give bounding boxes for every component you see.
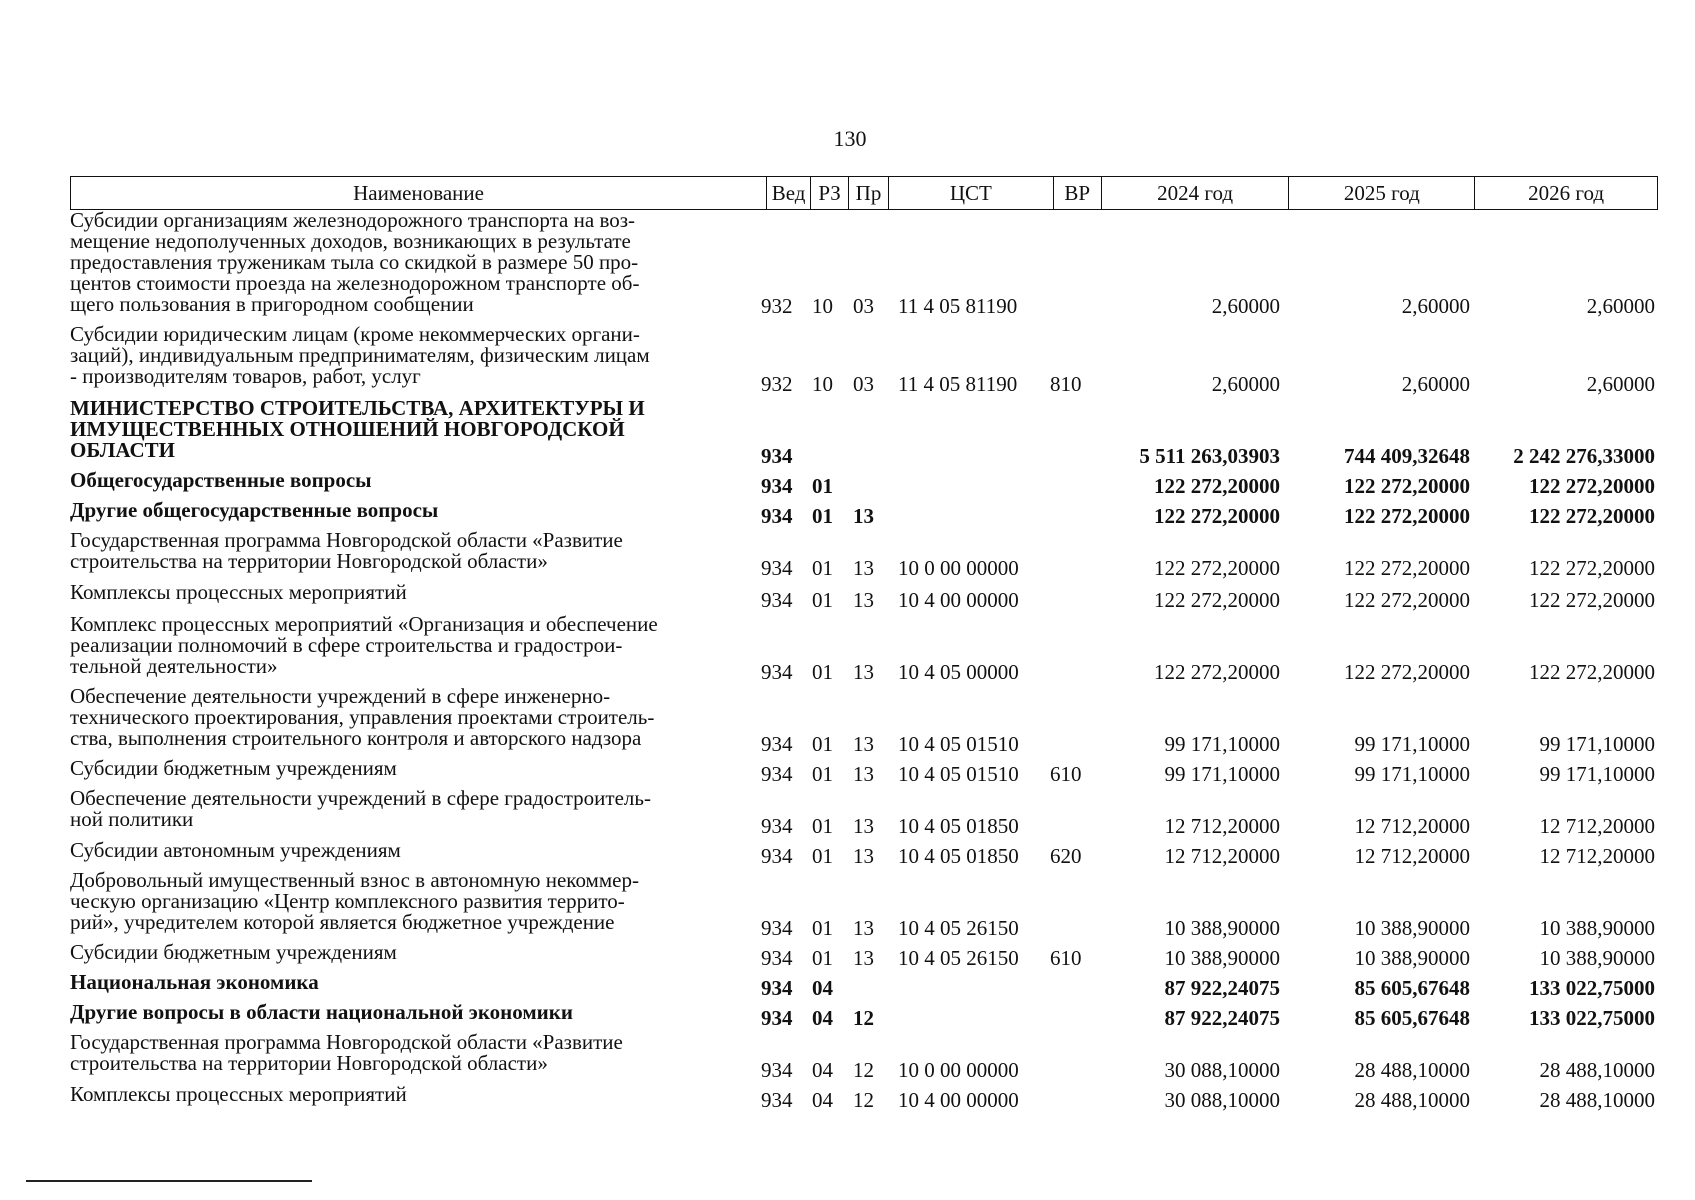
cell-y2026: 2 242 276,33000 [1513, 444, 1655, 468]
table-row [0, 470, 1695, 498]
row-name-line: ной политики [70, 807, 194, 831]
row-name-line: Субсидии организациям железнодорожного транспорта на воз- [70, 208, 636, 232]
cell-ved: 934 [761, 844, 793, 868]
cell-y2026: 2,60000 [1586, 372, 1655, 396]
cell-rz: 10 [812, 372, 833, 396]
table-row [0, 686, 1695, 756]
cell-y2026: 12 712,20000 [1539, 814, 1655, 838]
row-name-line: мещение недополученных доходов, возникающих в результате [70, 229, 631, 253]
cell-y2024: 12 712,20000 [1164, 844, 1280, 868]
row-name [70, 500, 760, 521]
cell-cst: 10 0 00 00000 [898, 556, 1019, 580]
cell-rz: 01 [812, 732, 833, 756]
cell-rz: 04 [812, 1006, 833, 1030]
row-name [70, 398, 760, 461]
row-name-line: Добровольный имущественный взнос в автономную некоммер- [70, 868, 639, 892]
cell-pr: 13 [853, 762, 874, 786]
cell-ved: 932 [761, 294, 793, 318]
cell-y2026: 122 272,20000 [1529, 588, 1655, 612]
cell-y2026: 133 022,75000 [1529, 976, 1655, 1000]
table-row [0, 1032, 1695, 1082]
cell-pr: 03 [853, 372, 874, 396]
cell-ved: 934 [761, 660, 793, 684]
row-name-line: рий», учредителем которой является бюджетное учреждение [70, 910, 615, 934]
row-name-line: Обеспечение деятельности учреждений в сфере инженерно- [70, 684, 611, 708]
cell-y2025: 99 171,10000 [1354, 762, 1470, 786]
row-name-line: щего пользования в пригородном сообщении [70, 292, 474, 316]
row-name-line: Субсидии юридическим лицам (кроме некоммерческих органи- [70, 322, 640, 346]
cell-y2026: 122 272,20000 [1529, 660, 1655, 684]
header-rz: РЗ [811, 177, 849, 209]
cell-rz: 01 [812, 844, 833, 868]
cell-y2025: 85 605,67648 [1354, 1006, 1470, 1030]
cell-pr: 13 [853, 916, 874, 940]
cell-y2026: 122 272,20000 [1529, 474, 1655, 498]
cell-cst: 10 4 05 00000 [898, 660, 1019, 684]
row-name [70, 324, 760, 387]
cell-y2025: 10 388,90000 [1354, 916, 1470, 940]
cell-pr: 13 [853, 844, 874, 868]
table-row [0, 582, 1695, 612]
cell-y2026: 99 171,10000 [1539, 762, 1655, 786]
cell-ved: 934 [761, 916, 793, 940]
header-2026: 2026 год [1528, 180, 1605, 205]
cell-y2025: 12 712,20000 [1354, 814, 1470, 838]
cell-rz: 01 [812, 916, 833, 940]
cell-y2024: 122 272,20000 [1154, 588, 1280, 612]
cell-pr: 13 [853, 660, 874, 684]
row-name [70, 686, 760, 749]
row-name-line: тельной деятельности» [70, 654, 278, 678]
header-name: Наименование [71, 177, 767, 209]
cell-pr: 13 [853, 588, 874, 612]
header-ved: Вед [767, 177, 811, 209]
cell-vr: 620 [1050, 844, 1082, 868]
cell-y2026: 12 712,20000 [1539, 844, 1655, 868]
cell-y2025: 744 409,32648 [1344, 444, 1470, 468]
cell-ved: 934 [761, 1006, 793, 1030]
row-name [70, 530, 760, 572]
row-name-line: строительства на территории Новгородской области» [70, 1051, 548, 1075]
cell-pr: 13 [853, 814, 874, 838]
row-name-line: ОБЛАСТИ [70, 438, 175, 462]
header-2025: 2025 год [1289, 177, 1475, 209]
row-name-line: строительства на территории Новгородской области» [70, 549, 548, 573]
cell-y2024: 122 272,20000 [1154, 660, 1280, 684]
table-row [0, 758, 1695, 786]
footer-rule [26, 1180, 312, 1182]
cell-pr: 13 [853, 946, 874, 970]
cell-y2025: 12 712,20000 [1354, 844, 1470, 868]
cell-vr: 810 [1050, 372, 1082, 396]
row-name-line: Государственная программа Новгородской области «Развитие [70, 528, 623, 552]
cell-ved: 934 [761, 556, 793, 580]
header-2024: 2024 год [1102, 177, 1290, 209]
cell-ved: 934 [761, 762, 793, 786]
cell-y2024: 99 171,10000 [1164, 732, 1280, 756]
table-row [0, 210, 1695, 318]
row-name-line: центов стоимости проезда на железнодорожном транспорте об- [70, 271, 640, 295]
cell-y2024: 10 388,90000 [1164, 946, 1280, 970]
row-name-line: Комплексы процессных мероприятий [70, 580, 407, 604]
cell-y2026: 122 272,20000 [1529, 556, 1655, 580]
row-name-line: Комплексы процессных мероприятий [70, 1082, 407, 1106]
cell-y2025: 99 171,10000 [1354, 732, 1470, 756]
cell-ved: 934 [761, 474, 793, 498]
cell-vr: 610 [1050, 946, 1082, 970]
cell-cst: 10 4 05 26150 [898, 946, 1019, 970]
cell-rz: 10 [812, 294, 833, 318]
cell-cst: 11 4 05 81190 [898, 294, 1018, 318]
table-row [0, 398, 1695, 468]
table-row [0, 1002, 1695, 1030]
table-row [0, 840, 1695, 868]
cell-y2024: 87 922,24075 [1164, 1006, 1280, 1030]
header-cst: ЦСТ [889, 177, 1054, 209]
row-name [70, 1084, 760, 1105]
cell-pr: 13 [853, 504, 874, 528]
table-header [70, 176, 1658, 210]
row-name-line: реализации полномочий в сфере строительства и градострои- [70, 633, 623, 657]
row-name-line: ческую организацию «Центр комплексного развития террито- [70, 889, 625, 913]
cell-y2025: 122 272,20000 [1344, 588, 1470, 612]
cell-y2025: 122 272,20000 [1344, 474, 1470, 498]
cell-rz: 01 [812, 504, 833, 528]
row-name [70, 942, 760, 963]
table-row [0, 500, 1695, 528]
cell-y2026: 2,60000 [1586, 294, 1655, 318]
row-name [70, 788, 760, 830]
cell-y2025: 2,60000 [1401, 294, 1470, 318]
header-vr: ВР [1054, 177, 1102, 209]
cell-pr: 12 [853, 1088, 874, 1112]
cell-cst: 10 0 00 00000 [898, 1058, 1019, 1082]
row-name [70, 972, 760, 993]
cell-y2026: 122 272,20000 [1529, 504, 1655, 528]
cell-y2024: 30 088,10000 [1164, 1088, 1280, 1112]
cell-ved: 934 [761, 1058, 793, 1082]
cell-ved: 934 [761, 976, 793, 1000]
row-name [70, 1032, 760, 1074]
row-name-line: Другие общегосударственные вопросы [70, 498, 439, 522]
cell-cst: 10 4 00 00000 [898, 588, 1019, 612]
cell-rz: 01 [812, 660, 833, 684]
cell-rz: 04 [812, 976, 833, 1000]
cell-pr: 03 [853, 294, 874, 318]
cell-ved: 934 [761, 732, 793, 756]
cell-y2024: 12 712,20000 [1164, 814, 1280, 838]
row-name-line: Субсидии бюджетным учреждениям [70, 940, 397, 964]
cell-y2024: 5 511 263,03903 [1139, 444, 1280, 468]
cell-y2024: 122 272,20000 [1154, 474, 1280, 498]
cell-ved: 934 [761, 588, 793, 612]
row-name-line: предоставления труженикам тыла со скидкой в размере 50 про- [70, 250, 639, 274]
cell-vr: 610 [1050, 762, 1082, 786]
table-row [0, 788, 1695, 838]
table-row [0, 1084, 1695, 1112]
cell-rz: 04 [812, 1088, 833, 1112]
cell-y2026: 133 022,75000 [1529, 1006, 1655, 1030]
cell-y2026: 10 388,90000 [1539, 946, 1655, 970]
row-name-line: Другие вопросы в области национальной экономики [70, 1000, 573, 1024]
cell-pr: 13 [853, 732, 874, 756]
cell-cst: 10 4 05 01850 [898, 844, 1019, 868]
row-name-line: Национальная экономика [70, 970, 319, 994]
page-number: 130 [833, 126, 867, 151]
cell-y2024: 2,60000 [1211, 294, 1280, 318]
table-row [0, 942, 1695, 970]
cell-pr: 12 [853, 1058, 874, 1082]
row-name [70, 210, 760, 315]
table-row [0, 614, 1695, 684]
header-pr: Пр [849, 177, 889, 209]
cell-rz: 01 [812, 946, 833, 970]
cell-y2024: 87 922,24075 [1164, 976, 1280, 1000]
cell-y2025: 28 488,10000 [1354, 1088, 1470, 1112]
cell-cst: 10 4 05 01850 [898, 814, 1019, 838]
cell-y2026: 28 488,10000 [1539, 1088, 1655, 1112]
cell-rz: 01 [812, 474, 833, 498]
table-row [0, 972, 1695, 1000]
cell-y2026: 99 171,10000 [1539, 732, 1655, 756]
row-name [70, 614, 760, 677]
cell-ved: 932 [761, 372, 793, 396]
row-name-line: - производителям товаров, работ, услуг [70, 364, 421, 388]
cell-ved: 934 [761, 946, 793, 970]
row-name [70, 840, 760, 861]
cell-y2024: 10 388,90000 [1164, 916, 1280, 940]
cell-rz: 01 [812, 556, 833, 580]
cell-ved: 934 [761, 1088, 793, 1112]
cell-y2026: 10 388,90000 [1539, 916, 1655, 940]
cell-y2024: 2,60000 [1211, 372, 1280, 396]
row-name-line: ства, выполнения строительного контроля и авторского надзора [70, 726, 642, 750]
cell-rz: 01 [812, 762, 833, 786]
cell-y2025: 10 388,90000 [1354, 946, 1470, 970]
cell-rz: 04 [812, 1058, 833, 1082]
cell-y2025: 85 605,67648 [1354, 976, 1470, 1000]
row-name-line: Общегосударственные вопросы [70, 468, 372, 492]
cell-y2024: 122 272,20000 [1154, 556, 1280, 580]
cell-y2025: 122 272,20000 [1344, 556, 1470, 580]
row-name-line: заций), индивидуальным предпринимателям, физическим лицам [70, 343, 650, 367]
row-name [70, 582, 760, 603]
cell-y2024: 122 272,20000 [1154, 504, 1280, 528]
cell-y2025: 2,60000 [1401, 372, 1470, 396]
row-name-line: ИМУЩЕСТВЕННЫХ ОТНОШЕНИЙ НОВГОРОДСКОЙ [70, 417, 625, 441]
cell-rz: 01 [812, 588, 833, 612]
cell-ved: 934 [761, 814, 793, 838]
row-name [70, 758, 760, 779]
row-name-line: Субсидии бюджетным учреждениям [70, 756, 397, 780]
cell-ved: 934 [761, 444, 793, 468]
row-name [70, 1002, 760, 1023]
cell-rz: 01 [812, 814, 833, 838]
row-name-line: Обеспечение деятельности учреждений в сфере градостроитель- [70, 786, 651, 810]
cell-y2025: 122 272,20000 [1344, 504, 1470, 528]
table-row [0, 324, 1695, 396]
row-name-line: технического проектирования, управления проектами строитель- [70, 705, 655, 729]
cell-y2026: 28 488,10000 [1539, 1058, 1655, 1082]
cell-cst: 10 4 05 26150 [898, 916, 1019, 940]
table-row [0, 530, 1695, 580]
cell-y2025: 28 488,10000 [1354, 1058, 1470, 1082]
cell-cst: 11 4 05 81190 [898, 372, 1018, 396]
cell-y2025: 122 272,20000 [1344, 660, 1470, 684]
cell-ved: 934 [761, 504, 793, 528]
row-name [70, 470, 760, 491]
cell-cst: 10 4 00 00000 [898, 1088, 1019, 1112]
cell-y2024: 30 088,10000 [1164, 1058, 1280, 1082]
row-name [70, 870, 760, 933]
row-name-line: МИНИСТЕРСТВО СТРОИТЕЛЬСТВА, АРХИТЕКТУРЫ И [70, 396, 645, 420]
table-row [0, 870, 1695, 940]
cell-cst: 10 4 05 01510 [898, 732, 1019, 756]
row-name-line: Государственная программа Новгородской области «Развитие [70, 1030, 623, 1054]
cell-cst: 10 4 05 01510 [898, 762, 1019, 786]
cell-y2024: 99 171,10000 [1164, 762, 1280, 786]
row-name-line: Комплекс процессных мероприятий «Организация и обеспечение [70, 612, 658, 636]
cell-pr: 12 [853, 1006, 874, 1030]
cell-pr: 13 [853, 556, 874, 580]
row-name-line: Субсидии автономным учреждениям [70, 838, 401, 862]
